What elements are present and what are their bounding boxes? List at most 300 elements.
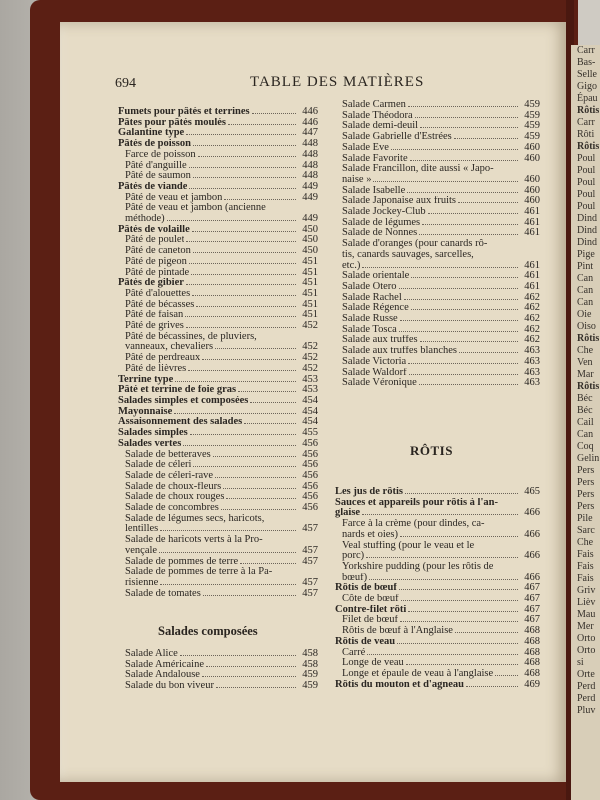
toc-entry bbox=[335, 541, 540, 552]
dot-leader bbox=[495, 675, 518, 676]
toc-entry-title: naise » bbox=[342, 174, 372, 185]
toc-entry-page: 463 bbox=[524, 366, 540, 378]
toc-entry-title: Salade Américaine bbox=[125, 659, 205, 670]
toc-entry-page: 451 bbox=[302, 309, 318, 321]
toc-entry-title: Salade de choux-fleurs bbox=[125, 481, 222, 492]
facing-page-fragment: Poul bbox=[577, 165, 596, 176]
dot-leader bbox=[185, 316, 296, 317]
dot-leader bbox=[415, 117, 518, 118]
toc-entry-title: Salade de céleri bbox=[125, 460, 192, 471]
toc-entry bbox=[118, 439, 318, 450]
toc-entry-title: porc) bbox=[342, 551, 365, 562]
dot-leader bbox=[362, 267, 518, 268]
toc-entry-page: 453 bbox=[302, 384, 318, 396]
toc-entry bbox=[118, 460, 318, 471]
toc-entry bbox=[335, 132, 540, 143]
facing-page-fragment: Can bbox=[577, 429, 594, 440]
toc-entry-title: Contre-filet rôti bbox=[335, 604, 407, 615]
toc-entry bbox=[118, 567, 318, 578]
toc-entry-page: 459 bbox=[524, 131, 540, 143]
toc-entry bbox=[118, 546, 318, 557]
toc-entry-page: 460 bbox=[524, 184, 540, 196]
toc-entry bbox=[118, 150, 318, 161]
dot-leader bbox=[400, 320, 518, 321]
toc-entry bbox=[335, 530, 540, 541]
facing-page-fragment: Béc bbox=[577, 405, 593, 416]
toc-entry bbox=[118, 353, 318, 364]
toc-entry-title: Pâtés de poisson bbox=[118, 139, 191, 150]
toc-entry-title: Galantine type bbox=[118, 128, 185, 139]
toc-entry bbox=[335, 498, 540, 509]
facing-page-fragment: Pers bbox=[577, 477, 595, 488]
dot-leader bbox=[193, 466, 296, 467]
dot-leader bbox=[406, 664, 518, 665]
toc-entry-title: bœuf) bbox=[342, 572, 368, 583]
toc-entry-title: Salade Japonaise aux fruits bbox=[342, 196, 457, 207]
right-column-lower bbox=[335, 487, 540, 690]
right-entry-list-2 bbox=[335, 487, 540, 690]
dot-leader bbox=[228, 124, 296, 125]
facing-page-fragment: Fais bbox=[577, 573, 594, 584]
toc-entry bbox=[335, 594, 540, 605]
toc-entry-title: Yorkshire pudding (pour les rôtis de bbox=[342, 561, 494, 572]
toc-entry bbox=[335, 218, 540, 229]
dot-leader bbox=[159, 552, 296, 553]
toc-entry-page: 451 bbox=[302, 287, 318, 299]
toc-entry bbox=[335, 357, 540, 368]
toc-entry-page: 468 bbox=[524, 635, 540, 647]
facing-page-fragment: Bas- bbox=[577, 57, 596, 68]
toc-entry bbox=[335, 562, 540, 573]
dot-leader bbox=[410, 160, 518, 161]
facing-page-fragment: Mau bbox=[577, 609, 596, 620]
facing-page-fragment: Che bbox=[577, 537, 594, 548]
dot-leader bbox=[193, 252, 296, 253]
facing-page-fragment: Selle bbox=[577, 69, 597, 80]
toc-entry-title: Salade orientale bbox=[342, 271, 410, 282]
facing-page-fragment: Can bbox=[577, 297, 594, 308]
toc-entry-title: Salade de pommes de terre à la Pa- bbox=[125, 567, 273, 578]
facing-page-fragment: Sarc bbox=[577, 525, 595, 536]
facing-page-fragment: Dind bbox=[577, 213, 597, 224]
toc-entry bbox=[118, 118, 318, 129]
toc-entry-page: 456 bbox=[302, 459, 318, 471]
toc-entry-page: 458 bbox=[302, 658, 318, 670]
dot-leader bbox=[405, 493, 518, 494]
toc-entry-title: Salade Jockey-Club bbox=[342, 207, 426, 218]
toc-entry-page: 461 bbox=[524, 216, 540, 228]
dot-leader bbox=[221, 509, 296, 510]
dot-leader bbox=[373, 181, 518, 182]
toc-entry-page: 460 bbox=[524, 152, 540, 164]
toc-entry-page: 459 bbox=[524, 120, 540, 132]
toc-entry bbox=[335, 100, 540, 111]
toc-entry bbox=[118, 681, 318, 692]
facing-page-fragment: Coq bbox=[577, 441, 594, 452]
facing-page-fragment: Épau bbox=[577, 93, 598, 104]
toc-entry-page: 449 bbox=[302, 180, 318, 192]
dot-leader bbox=[175, 381, 296, 382]
toc-entry bbox=[335, 261, 540, 272]
toc-entry-title: lentilles bbox=[125, 524, 159, 535]
toc-entry-title: Salade du bon viveur bbox=[125, 681, 214, 692]
toc-entry bbox=[118, 471, 318, 482]
toc-entry-title: Pâté de perdreaux bbox=[125, 353, 201, 364]
dot-leader bbox=[399, 288, 518, 289]
toc-entry-page: 469 bbox=[524, 678, 540, 690]
toc-entry-page: 458 bbox=[302, 648, 318, 659]
dot-leader bbox=[409, 374, 518, 375]
page-title: TABLE DES MATIÈRES bbox=[250, 74, 425, 90]
toc-entry-page: 461 bbox=[524, 206, 540, 218]
toc-entry bbox=[118, 375, 318, 386]
toc-entry-title: Salades simples bbox=[118, 428, 188, 439]
toc-entry-page: 457 bbox=[302, 555, 318, 567]
toc-entry-title: Salade de betteraves bbox=[125, 449, 211, 460]
toc-entry-title: Pâtés de viande bbox=[118, 181, 188, 192]
facing-page-fragment: si bbox=[577, 657, 584, 668]
toc-entry-title: nards et oies) bbox=[342, 529, 398, 540]
dot-leader bbox=[419, 384, 518, 385]
facing-page-fragment: Gigo bbox=[577, 81, 597, 92]
toc-entry-page: 454 bbox=[302, 416, 318, 428]
toc-entry-title: Salade Andalouse bbox=[125, 670, 200, 681]
toc-entry-title: Salade Favorite bbox=[342, 153, 408, 164]
dot-leader bbox=[420, 341, 518, 342]
toc-entry bbox=[118, 342, 318, 353]
toc-entry-title: Salade de choux rouges bbox=[125, 492, 225, 503]
toc-entry-page: 448 bbox=[302, 148, 318, 160]
dot-leader bbox=[238, 391, 296, 392]
toc-entry-title: Farce de poisson bbox=[125, 149, 196, 160]
toc-entry bbox=[335, 658, 540, 669]
dot-leader bbox=[458, 202, 518, 203]
toc-entry-title: Pâté de bécassines, de pluviers, bbox=[125, 331, 257, 342]
facing-page-fragment: Lièv bbox=[577, 597, 596, 608]
toc-entry bbox=[335, 573, 540, 584]
dot-leader bbox=[454, 138, 518, 139]
toc-entry-page: 463 bbox=[524, 355, 540, 367]
facing-page-fragment: Rôtis bbox=[577, 333, 600, 344]
toc-entry-title: Pâté et terrine de foie gras bbox=[118, 385, 237, 396]
toc-entry bbox=[118, 578, 318, 589]
facing-page-fragment: Oie bbox=[577, 309, 592, 320]
toc-entry-page: 463 bbox=[524, 345, 540, 357]
toc-entry-page: 459 bbox=[524, 99, 540, 110]
left-column bbox=[118, 107, 318, 599]
dot-leader bbox=[419, 234, 518, 235]
facing-page-fragment: Poul bbox=[577, 153, 596, 164]
toc-entry-page: 466 bbox=[524, 550, 540, 562]
toc-entry bbox=[118, 514, 318, 525]
toc-entry bbox=[118, 450, 318, 461]
dot-leader bbox=[186, 241, 296, 242]
toc-entry-title: Salade aux truffes blanches bbox=[342, 346, 457, 357]
toc-entry-page: 449 bbox=[302, 213, 318, 225]
dot-leader bbox=[408, 363, 518, 364]
toc-entry-title: Pâté de saumon bbox=[125, 171, 191, 182]
toc-entry bbox=[335, 519, 540, 530]
toc-entry-page: 448 bbox=[302, 170, 318, 182]
toc-entry-page: 461 bbox=[524, 270, 540, 282]
toc-entry-title: Les jus de rôtis bbox=[335, 487, 403, 497]
dot-leader bbox=[428, 213, 518, 214]
toc-entry bbox=[118, 503, 318, 514]
toc-entry-page: 468 bbox=[524, 657, 540, 669]
toc-entry-page: 466 bbox=[524, 571, 540, 583]
dot-leader bbox=[193, 145, 296, 146]
toc-entry-title: Pâté de bécasses bbox=[125, 299, 195, 310]
toc-entry bbox=[335, 293, 540, 304]
toc-entry-page: 450 bbox=[302, 223, 318, 235]
toc-entry bbox=[335, 303, 540, 314]
dot-leader bbox=[244, 423, 296, 424]
toc-entry-title: Rôtis de bœuf bbox=[335, 583, 397, 594]
left-entry-list-2 bbox=[118, 649, 318, 692]
toc-entry bbox=[335, 346, 540, 357]
dot-leader bbox=[193, 177, 296, 178]
toc-entry-title: Salade Rachel bbox=[342, 292, 402, 303]
toc-entry-page: 448 bbox=[302, 138, 318, 150]
dot-leader bbox=[213, 456, 296, 457]
toc-entry-page: 453 bbox=[302, 373, 318, 385]
dot-leader bbox=[367, 654, 518, 655]
toc-entry-page: 462 bbox=[524, 334, 540, 346]
toc-entry-title: Salade Russe bbox=[342, 314, 398, 325]
toc-entry-page: 456 bbox=[302, 480, 318, 492]
facing-page-fragment: Poul bbox=[577, 189, 596, 200]
toc-entry-page: 468 bbox=[524, 667, 540, 679]
toc-entry-title: Salade Francillon, dite aussi « Japo- bbox=[342, 164, 494, 175]
toc-entry bbox=[118, 139, 318, 150]
toc-entry-page: 462 bbox=[524, 291, 540, 303]
dot-leader bbox=[408, 611, 518, 612]
toc-entry bbox=[118, 171, 318, 182]
toc-entry-title: Rôtis de bœuf à l'Anglaise bbox=[342, 626, 453, 637]
dot-leader bbox=[252, 113, 296, 114]
facing-page-fragment: Dind bbox=[577, 237, 597, 248]
toc-entry-title: Salade Gabrielle d'Estrées bbox=[342, 132, 452, 143]
toc-entry bbox=[335, 378, 540, 389]
toc-entry-page: 456 bbox=[302, 469, 318, 481]
toc-entry bbox=[335, 368, 540, 379]
toc-entry-title: glaise bbox=[335, 508, 361, 519]
facing-page-fragment: Poul bbox=[577, 177, 596, 188]
facing-page-fragment: Carr bbox=[577, 117, 595, 128]
toc-entry bbox=[118, 396, 318, 407]
right-entry-list bbox=[335, 100, 540, 389]
dot-leader bbox=[186, 284, 296, 285]
facing-page-fragment: Mer bbox=[577, 621, 594, 632]
toc-entry-page: 448 bbox=[302, 159, 318, 171]
facing-page-fragment: Rôti bbox=[577, 129, 595, 140]
toc-entry-title: Salade Carmen bbox=[342, 100, 406, 110]
left-entry-list bbox=[118, 107, 318, 599]
toc-entry-title: tis, canards sauvages, sarcelles, bbox=[342, 249, 474, 260]
dot-leader bbox=[180, 655, 296, 656]
right-column bbox=[335, 100, 540, 389]
toc-entry-title: Longe de veau bbox=[342, 658, 404, 669]
dot-leader bbox=[192, 295, 296, 296]
toc-entry-page: 456 bbox=[302, 502, 318, 514]
toc-entry-title: Salade de concombres bbox=[125, 503, 219, 514]
toc-entry-page: 457 bbox=[302, 544, 318, 556]
dot-leader bbox=[189, 263, 296, 264]
toc-entry-page: 466 bbox=[524, 528, 540, 540]
toc-entry-title: Mayonnaise bbox=[118, 406, 173, 417]
toc-entry bbox=[118, 278, 318, 289]
toc-entry-title: Rôtis du mouton et d'agneau bbox=[335, 679, 464, 690]
dot-leader bbox=[215, 477, 296, 478]
toc-entry-page: 452 bbox=[302, 341, 318, 353]
toc-entry-page: 462 bbox=[524, 323, 540, 335]
dot-leader bbox=[198, 156, 296, 157]
toc-entry-page: 466 bbox=[524, 507, 540, 519]
dot-leader bbox=[192, 231, 296, 232]
toc-entry bbox=[118, 535, 318, 546]
toc-entry bbox=[118, 385, 318, 396]
facing-page-fragment: Pige bbox=[577, 249, 595, 260]
toc-entry-title: Pâtés de gibier bbox=[118, 278, 184, 289]
toc-entry bbox=[335, 186, 540, 197]
toc-entry bbox=[118, 182, 318, 193]
toc-entry bbox=[335, 487, 540, 498]
toc-entry bbox=[335, 669, 540, 680]
facing-page-fragment: Perd bbox=[577, 681, 596, 692]
section-heading-salades-composees: Salades composées bbox=[158, 624, 258, 638]
toc-entry-title: Salade Tosca bbox=[342, 324, 397, 335]
toc-entry bbox=[118, 321, 318, 332]
dot-leader bbox=[407, 192, 518, 193]
facing-page-fragment: Fais bbox=[577, 561, 594, 572]
dot-leader bbox=[191, 274, 296, 275]
dot-leader bbox=[190, 434, 296, 435]
toc-entry-page: 452 bbox=[302, 320, 318, 332]
toc-entry bbox=[335, 250, 540, 261]
toc-entry-title: Pâté de lièvres bbox=[125, 363, 187, 374]
toc-entry-title: Salade Eve bbox=[342, 142, 389, 153]
facing-page-fragment: Gelin bbox=[577, 453, 600, 464]
toc-entry-title: Assaisonnement des salades bbox=[118, 417, 243, 428]
toc-entry bbox=[335, 121, 540, 132]
dot-leader bbox=[216, 687, 296, 688]
dot-leader bbox=[202, 676, 296, 677]
toc-entry-page: 461 bbox=[524, 280, 540, 292]
toc-entry bbox=[118, 257, 318, 268]
facing-page-fragment: Pers bbox=[577, 501, 595, 512]
toc-entry bbox=[335, 143, 540, 154]
toc-entry-title: etc.) bbox=[342, 260, 361, 271]
dot-leader bbox=[397, 643, 518, 644]
dot-leader bbox=[420, 127, 518, 128]
toc-entry-page: 451 bbox=[302, 266, 318, 278]
toc-entry-page: 454 bbox=[302, 405, 318, 417]
dot-leader bbox=[401, 600, 518, 601]
toc-entry bbox=[118, 235, 318, 246]
facing-page-fragment: Pint bbox=[577, 261, 594, 272]
dot-leader bbox=[189, 167, 296, 168]
toc-entry-page: 467 bbox=[524, 593, 540, 605]
dot-leader bbox=[455, 632, 518, 633]
toc-entry-page: 467 bbox=[524, 603, 540, 615]
toc-entry bbox=[118, 161, 318, 172]
toc-entry-title: Farce à la crème (pour dindes, ca- bbox=[342, 519, 485, 530]
dot-leader bbox=[189, 188, 296, 189]
facing-page-fragment: Pluv bbox=[577, 705, 596, 716]
facing-page-fragment: Rôtis bbox=[577, 105, 600, 116]
toc-entry-page: 457 bbox=[302, 523, 318, 535]
toc-entry-title: Pâté de pigeon bbox=[125, 256, 187, 267]
toc-entry-title: Salade demi-deuil bbox=[342, 121, 419, 132]
facing-page-fragment: Rôtis bbox=[577, 141, 600, 152]
toc-entry-page: 460 bbox=[524, 173, 540, 185]
toc-entry bbox=[118, 107, 318, 118]
toc-entry-title: Pâté d'alouettes bbox=[125, 288, 191, 299]
toc-entry bbox=[118, 660, 318, 671]
toc-entry bbox=[335, 551, 540, 562]
toc-entry-title: Salade de tomates bbox=[125, 588, 201, 599]
left-column-lower bbox=[118, 649, 318, 692]
dot-leader bbox=[196, 306, 296, 307]
toc-entry-title: Salade aux truffes bbox=[342, 335, 418, 346]
dot-leader bbox=[399, 331, 518, 332]
dot-leader bbox=[404, 299, 518, 300]
toc-entry bbox=[118, 417, 318, 428]
toc-entry bbox=[335, 314, 540, 325]
facing-page-fragment: Béc bbox=[577, 393, 593, 404]
toc-entry-title: Pâté de pintade bbox=[125, 267, 190, 278]
dot-leader bbox=[183, 445, 296, 446]
dot-leader bbox=[411, 309, 518, 310]
toc-entry-title: Pâtes pour pâtés moulés bbox=[118, 117, 227, 128]
dot-leader bbox=[188, 370, 296, 371]
dot-leader bbox=[391, 149, 518, 150]
toc-entry bbox=[335, 207, 540, 218]
dot-leader bbox=[167, 220, 296, 221]
toc-entry-title: Sauces et appareils pour rôtis à l'an- bbox=[335, 497, 498, 508]
toc-entry-title: vençale bbox=[125, 545, 158, 556]
dot-leader bbox=[160, 530, 296, 531]
toc-entry-page: 463 bbox=[524, 377, 540, 389]
toc-entry bbox=[335, 680, 540, 691]
toc-entry bbox=[118, 225, 318, 236]
toc-entry-page: 467 bbox=[524, 582, 540, 594]
toc-entry-page: 456 bbox=[302, 448, 318, 460]
dot-leader bbox=[422, 224, 518, 225]
facing-page-fragment: Che bbox=[577, 345, 594, 356]
toc-entry-title: Salade Alice bbox=[125, 649, 178, 659]
dot-leader bbox=[215, 348, 296, 349]
facing-page-fragment: Orte bbox=[577, 669, 595, 680]
facing-page-fragment: Mar bbox=[577, 369, 594, 380]
facing-page-fragment: Griv bbox=[577, 585, 596, 596]
dot-leader bbox=[186, 134, 296, 135]
facing-page-fragment: Poul bbox=[577, 201, 596, 212]
toc-entry bbox=[118, 649, 318, 660]
toc-entry bbox=[118, 524, 318, 535]
toc-entry bbox=[335, 228, 540, 239]
toc-entry bbox=[118, 289, 318, 300]
toc-entry-page: 457 bbox=[302, 576, 318, 588]
toc-entry bbox=[118, 670, 318, 681]
toc-entry-title: Salade Waldorf bbox=[342, 367, 407, 378]
toc-entry bbox=[118, 300, 318, 311]
toc-entry bbox=[118, 482, 318, 493]
toc-entry-title: Salade Véronique bbox=[342, 378, 417, 389]
toc-entry bbox=[118, 246, 318, 257]
toc-entry bbox=[118, 428, 318, 439]
toc-entry-title: Salades simples et composées bbox=[118, 395, 249, 406]
